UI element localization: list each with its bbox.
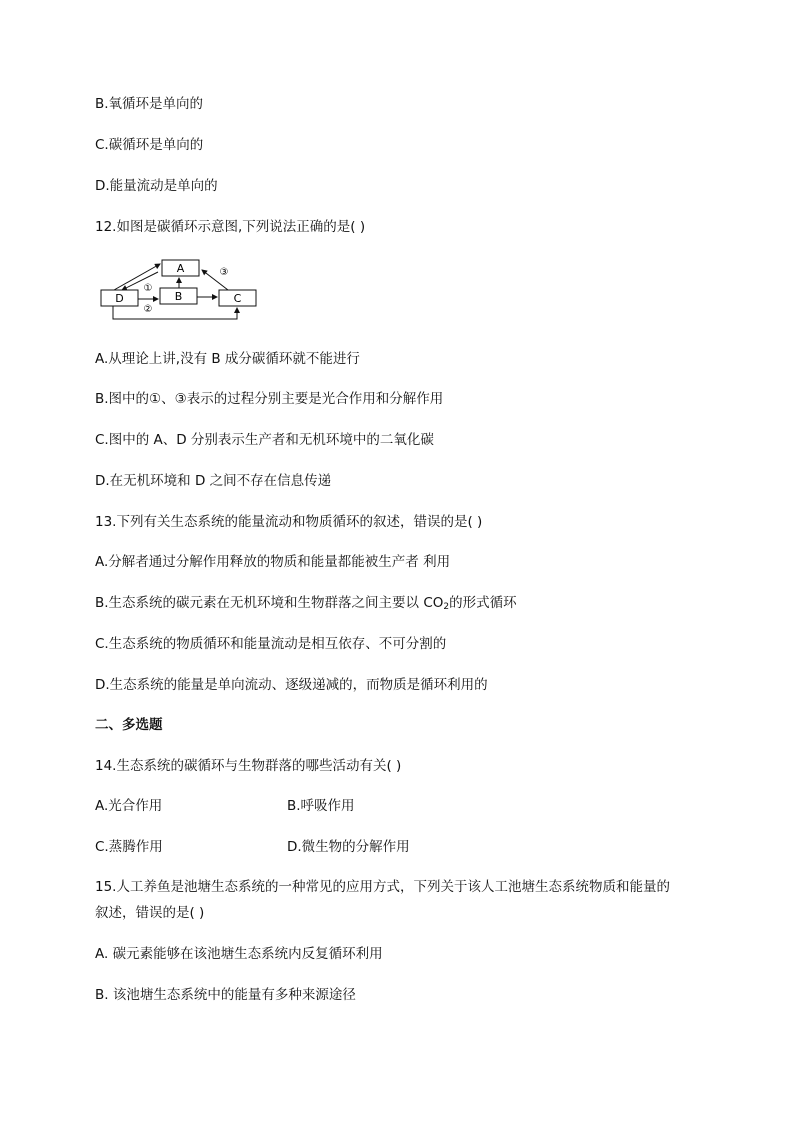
q13-option-a: A.分解者通过分解作用释放的物质和能量都能被生产者 利用 — [95, 554, 451, 570]
q13-option-b-subscript: 2 — [443, 602, 450, 612]
q13-option-d: D.生态系统的能量是单向流动、逐级递减的，而物质是循环利用的 — [95, 677, 488, 693]
box-a-label: A — [176, 262, 185, 275]
q13-stem: 13.下列有关生态系统的能量流动和物质循环的叙述，错误的是( ) — [95, 514, 483, 530]
q11-option-d: D.能量流动是单向的 — [95, 178, 218, 194]
q13-option-b-text-end: 的形式循环 — [449, 595, 517, 611]
section-heading-multiple-choice: 二、多选题 — [95, 717, 163, 733]
q15-stem-line-2: 叙述，错误的是( ) — [95, 905, 205, 921]
arrow-d-to-c — [113, 306, 237, 319]
q12-option-d: D.在无机环境和 D 之间不存在信息传递 — [95, 473, 332, 489]
q13-option-c: C.生态系统的物质循环和能量流动是相互依存、不可分割的 — [95, 636, 447, 652]
mark-1: ① — [143, 283, 153, 294]
q13-option-b-text: B.生态系统的碳元素在无机环境和生物群落之间主要以 CO — [95, 595, 444, 611]
q15-stem-line-1: 15.人工养鱼是池塘生态系统的一种常见的应用方式，下列关于该人工池塘生态系统物质和能量的 — [95, 879, 670, 895]
q13-option-b — [95, 594, 517, 616]
q14-option-b: B.呼吸作用 — [287, 798, 355, 814]
box-d-label: D — [115, 292, 124, 305]
q12-option-c: C.图中的 A、D 分别表示生产者和无机环境中的二氧化碳 — [95, 432, 434, 448]
q11-option-b: B.氧循环是单向的 — [95, 96, 204, 112]
box-c-label: C — [233, 292, 242, 305]
arrow-a-to-d — [122, 272, 158, 290]
q12-option-a: A.从理论上讲,没有 B 成分碳循环就不能进行 — [95, 351, 360, 367]
box-b-label: B — [174, 290, 183, 303]
arrow-d-to-a — [114, 264, 160, 290]
q14-option-a: A.光合作用 — [95, 798, 163, 814]
carbon-cycle-diagram — [98, 255, 268, 325]
q14-option-d: D.微生物的分解作用 — [287, 839, 410, 855]
q14-option-c: C.蒸腾作用 — [95, 839, 163, 855]
q11-option-c: C.碳循环是单向的 — [95, 137, 204, 153]
q12-option-b: B.图中的①、③表示的过程分别主要是光合作用和分解作用 — [95, 391, 444, 407]
q14-stem: 14.生态系统的碳循环与生物群落的哪些活动有关( ) — [95, 758, 402, 774]
mark-3: ③ — [219, 267, 229, 278]
mark-2: ② — [143, 304, 153, 315]
q12-stem: 12.如图是碳循环示意图,下列说法正确的是( ) — [95, 219, 366, 235]
q15-option-b: B. 该池塘生态系统中的能量有多种来源途径 — [95, 987, 356, 1003]
q15-option-a: A. 碳元素能够在该池塘生态系统内反复循环利用 — [95, 946, 383, 962]
